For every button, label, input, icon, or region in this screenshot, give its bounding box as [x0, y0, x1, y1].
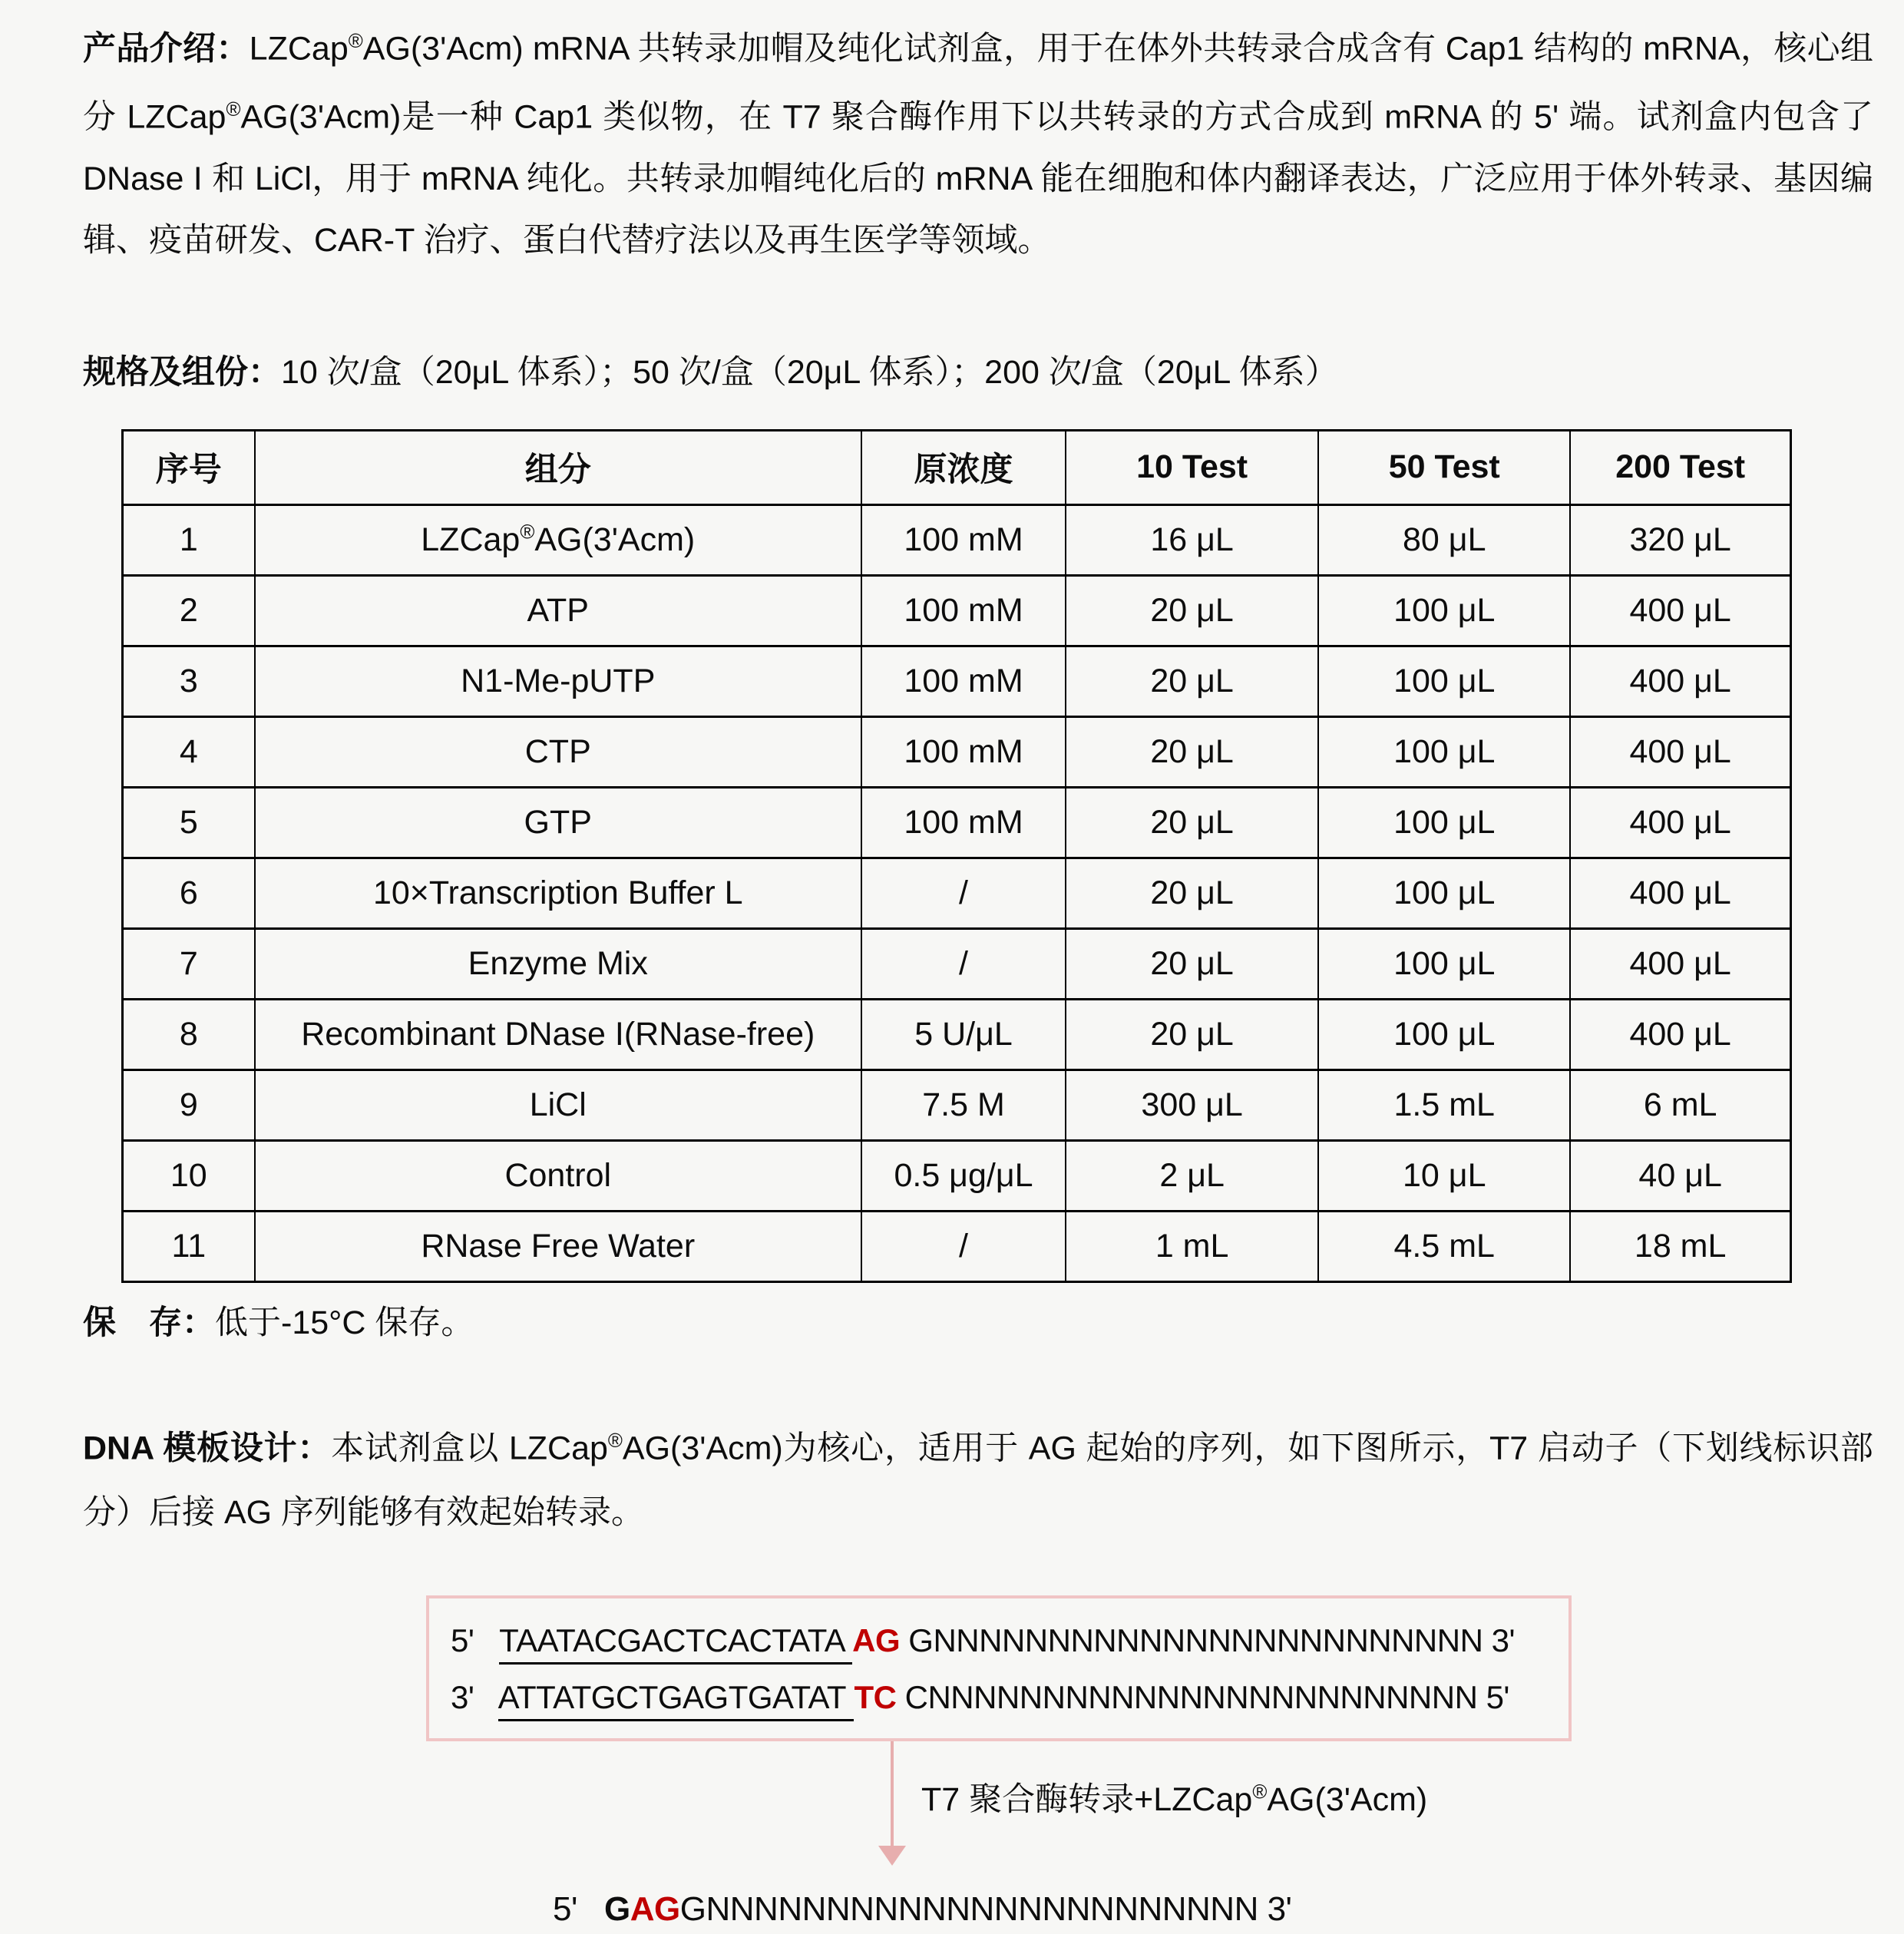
components-table [121, 429, 1792, 1283]
table-cell: ATP [255, 575, 861, 646]
table-cell: Enzyme Mix [255, 928, 861, 999]
table-cell: / [861, 858, 1066, 928]
table-cell: 400 μL [1570, 716, 1790, 787]
spec-line: 规格及组份：10 次/盒（20μL 体系）；50 次/盒（20μL 体系）；200 次/盒（20μL 体系） [83, 353, 1338, 391]
table-body [123, 504, 1791, 1281]
table-row [123, 928, 1791, 999]
table-cell: 1 [123, 504, 255, 575]
table-cell: 300 μL [1066, 1069, 1318, 1140]
storage-line: 保 存：低于-15°C 保存。 [83, 1304, 474, 1341]
table-cell: 16 μL [1066, 504, 1318, 575]
dna-template-box [426, 1595, 1572, 1741]
column-header: 10 Test [1066, 430, 1318, 504]
table-row [123, 646, 1791, 716]
table-cell: 100 μL [1318, 928, 1570, 999]
antisense-strand-sequence: 3' ATTATGCTGAGTGATAT TC CNNNNNNNNNNNNNNNNNNNNNNNN 5' [451, 1669, 1561, 1726]
table-row [123, 575, 1791, 646]
column-header: 组分 [255, 430, 861, 504]
table-cell: 2 [123, 575, 255, 646]
table-cell: / [861, 1211, 1066, 1281]
down-arrow-icon [891, 1741, 894, 1847]
column-header: 原浓度 [861, 430, 1066, 504]
table-cell: 40 μL [1570, 1140, 1790, 1211]
table-cell: 1 mL [1066, 1211, 1318, 1281]
table-cell: 6 mL [1570, 1069, 1790, 1140]
table-cell: 11 [123, 1211, 255, 1281]
table-cell: 400 μL [1570, 928, 1790, 999]
table-cell: 400 μL [1570, 858, 1790, 928]
table-cell: 100 μL [1318, 575, 1570, 646]
transcription-step [83, 1741, 1873, 1870]
table-cell: 80 μL [1318, 504, 1570, 575]
table-cell: 100 μL [1318, 999, 1570, 1069]
table-cell: LZCap®AG(3'Acm) [255, 504, 861, 575]
table-cell: 9 [123, 1069, 255, 1140]
table-header-row [123, 430, 1791, 504]
table-cell: 5 U/μL [861, 999, 1066, 1069]
table-cell: 7 [123, 928, 255, 999]
table-cell: 0.5 μg/μL [861, 1140, 1066, 1211]
table-cell: 100 μL [1318, 787, 1570, 858]
table-cell: 400 μL [1570, 575, 1790, 646]
intro-paragraph: 产品介绍：LZCap®AG(3'Acm) mRNA 共转录加帽及纯化试剂盒，用于在体外共转录合成含有 Cap1 结构的 mRNA，核心组分 LZCap®AG(3'Acm)是一种 Cap1 类似物，在 T7 聚合酶作用下以共转录的方式合成到 mRNA 的 5' 端。试剂盒内包含了 DNase I 和 LiCl，用于 mRNA 纯化。共转录加帽纯化后的 mRNA 能在细胞和体内翻译表达，广泛应用于体外转录、基因编辑、疫苗研发、CAR-T 治疗、蛋白代替疗法以及再生医学等领域。 [83, 30, 1874, 259]
table-cell: 400 μL [1570, 787, 1790, 858]
table-cell: 10 μL [1318, 1140, 1570, 1211]
table-cell: 4 [123, 716, 255, 787]
table-row [123, 1211, 1791, 1281]
mrna-product-sequence: 5' GAGGNNNNNNNNNNNNNNNNNNNNNNN 3' [553, 1889, 1292, 1928]
table-cell: 100 μL [1318, 858, 1570, 928]
table-cell: 100 mM [861, 504, 1066, 575]
table-cell: 400 μL [1570, 646, 1790, 716]
table-cell: 18 mL [1570, 1211, 1790, 1281]
table-cell: 320 μL [1570, 504, 1790, 575]
table-cell: Recombinant DNase I(RNase-free) [255, 999, 861, 1069]
transcription-arrow-label: T7 聚合酶转录+LZCap®AG(3'Acm) [921, 1780, 1428, 1818]
sense-strand-sequence: 5' TAATACGACTCACTATA AG GNNNNNNNNNNNNNNNNNNNNNNNN 3' [451, 1612, 1561, 1669]
table-cell: 20 μL [1066, 928, 1318, 999]
table-cell: 7.5 M [861, 1069, 1066, 1140]
table-cell: 10×Transcription Buffer L [255, 858, 861, 928]
table-cell: 4.5 mL [1318, 1211, 1570, 1281]
table-cell: 20 μL [1066, 646, 1318, 716]
table-row [123, 1069, 1791, 1140]
table-cell: 100 μL [1318, 716, 1570, 787]
table-row [123, 716, 1791, 787]
table-cell: 20 μL [1066, 716, 1318, 787]
column-header: 50 Test [1318, 430, 1570, 504]
table-row [123, 1140, 1791, 1211]
table-cell: 8 [123, 999, 255, 1069]
table-cell: 100 μL [1318, 646, 1570, 716]
table-cell: LiCl [255, 1069, 861, 1140]
table-cell: 2 μL [1066, 1140, 1318, 1211]
table-cell: 100 mM [861, 646, 1066, 716]
table-cell: 20 μL [1066, 999, 1318, 1069]
column-header: 序号 [123, 430, 255, 504]
table-cell: 100 mM [861, 575, 1066, 646]
table-cell: RNase Free Water [255, 1211, 861, 1281]
table-cell: 20 μL [1066, 575, 1318, 646]
table-cell: 10 [123, 1140, 255, 1211]
table-cell: / [861, 928, 1066, 999]
table-row [123, 858, 1791, 928]
table-cell: CTP [255, 716, 861, 787]
table-row [123, 787, 1791, 858]
dna-design-paragraph: DNA 模板设计：本试剂盒以 LZCap®AG(3'Acm)为核心，适用于 AG 起始的序列，如下图所示，T7 启动子（下划线标识部分）后接 AG 序列能够有效起始转录。 [83, 1429, 1873, 1531]
down-arrow-head-icon [878, 1846, 906, 1866]
column-header: 200 Test [1570, 430, 1790, 504]
table-cell: 400 μL [1570, 999, 1790, 1069]
table-cell: 20 μL [1066, 787, 1318, 858]
table-cell: 1.5 mL [1318, 1069, 1570, 1140]
table-cell: Control [255, 1140, 861, 1211]
table-cell: 5 [123, 787, 255, 858]
table-cell: GTP [255, 787, 861, 858]
table-cell: 100 mM [861, 716, 1066, 787]
table-cell: 20 μL [1066, 858, 1318, 928]
table-cell: 100 mM [861, 787, 1066, 858]
table-row [123, 504, 1791, 575]
table-cell: 3 [123, 646, 255, 716]
table-cell: 6 [123, 858, 255, 928]
table-cell: N1-Me-pUTP [255, 646, 861, 716]
table-row [123, 999, 1791, 1069]
